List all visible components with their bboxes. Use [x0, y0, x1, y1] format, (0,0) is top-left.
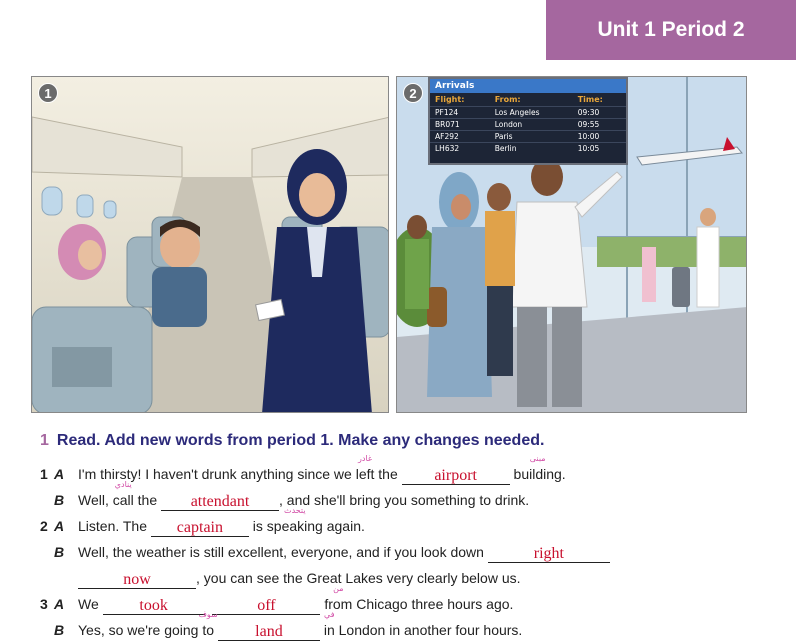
exercise-instruction: Read. Add new words from period 1. Make any changes needed. [56, 432, 545, 449]
arrivals-header-row [430, 93, 626, 107]
word: from [324, 596, 353, 612]
dialogue-line [40, 570, 521, 588]
from-cell: London [490, 119, 573, 131]
picture-number-badge: 2 [403, 83, 423, 103]
unit-title-banner [546, 0, 796, 60]
flight-cell: AF292 [430, 131, 490, 143]
line-text: the [374, 466, 402, 482]
line-text: again. [322, 518, 365, 534]
answer-blank[interactable]: off [212, 598, 320, 615]
arrivals-board [428, 77, 628, 165]
answer-blank[interactable]: land [218, 624, 320, 641]
from-cell: Berlin [490, 143, 573, 155]
line-text: Yes, so we're going [78, 622, 203, 638]
glossed-word [198, 610, 218, 638]
picture-number-badge: 1 [38, 83, 58, 103]
line-text: , you can see the Great Lakes very clearly below us. [196, 570, 521, 586]
flight-cell: PF124 [430, 107, 490, 119]
arrivals-board-title: Arrivals [430, 79, 626, 93]
speaker-label: A [54, 466, 65, 482]
glossed-word [323, 610, 335, 638]
speaker-label: B [54, 492, 65, 508]
line-text: is [248, 518, 267, 534]
arabic-gloss: في [324, 610, 335, 619]
line-text: We [78, 596, 103, 612]
word: in [323, 622, 335, 638]
from-cell: Paris [490, 131, 573, 143]
arrivals-header-from: From: [494, 95, 521, 104]
line-text: Well, the weather is still excellent, everyone, and if you look down [78, 544, 488, 560]
answer-blank[interactable]: airport [402, 468, 510, 485]
glossed-word [355, 454, 375, 482]
arrivals-row [430, 119, 626, 131]
line-text: I'm thirsty! I haven't drunk anything since we [78, 466, 356, 482]
line-text: . [561, 466, 566, 482]
answer-blank[interactable]: attendant [161, 494, 279, 511]
arrivals-row [430, 143, 626, 155]
exercise-heading [40, 432, 544, 450]
time-cell: 10:00 [573, 131, 626, 143]
time-cell: 10:05 [573, 143, 626, 155]
question-number: 3 [40, 596, 48, 612]
answer-blank[interactable]: captain [151, 520, 249, 537]
line-text: Chicago three hours ago. [352, 596, 514, 612]
word: speaking [266, 518, 323, 534]
arrivals-table [430, 93, 626, 154]
time-cell: 09:55 [573, 119, 626, 131]
word: building [513, 466, 562, 482]
arrivals-row [430, 107, 626, 119]
line-text: London in another four hours. [334, 622, 523, 638]
arrivals-header-time: Time: [577, 95, 603, 104]
arabic-gloss: غادر [358, 454, 373, 463]
arabic-gloss: سوف [198, 610, 218, 619]
flight-cell: BR071 [430, 119, 490, 131]
speaker-label: B [54, 622, 65, 638]
unit-title: Unit 1 Period 2 [597, 18, 745, 41]
speaker-label: B [54, 544, 65, 560]
arabic-gloss: من [333, 584, 344, 593]
picture-airport-arrivals [396, 76, 747, 413]
word: to [202, 622, 215, 638]
picture-airplane-cabin [31, 76, 389, 413]
answer-blank[interactable]: right [488, 546, 610, 563]
line-text: the [133, 492, 162, 508]
speaker-label: A [54, 596, 65, 612]
time-cell: 09:30 [573, 107, 626, 119]
dialogue-line [40, 506, 365, 536]
glossed-word [513, 454, 562, 482]
glossed-word [266, 506, 323, 534]
dialogue-line [40, 610, 523, 640]
line-text: Well, [78, 492, 113, 508]
speaker-label: A [54, 518, 65, 534]
arrivals-row [430, 131, 626, 143]
arabic-gloss: يتحدث [284, 506, 306, 515]
question-number: 1 [40, 466, 48, 482]
line-text: Listen. The [78, 518, 151, 534]
dialogue-line [40, 544, 610, 562]
line-text: , and she'll bring you something to drink. [279, 492, 530, 508]
arrivals-header-flight: Flight: [435, 95, 465, 104]
from-cell: Los Angeles [490, 107, 573, 119]
dialogue-line [40, 584, 514, 614]
answer-blank[interactable]: now [78, 572, 196, 589]
word: call [112, 492, 134, 508]
question-number: 2 [40, 518, 48, 534]
answer-blank[interactable]: took [103, 598, 205, 615]
flight-cell: LH632 [430, 143, 490, 155]
glossed-word [112, 480, 134, 508]
arabic-gloss: ينادي [114, 480, 132, 489]
exercise-number: 1 [40, 432, 49, 449]
word: left [355, 466, 375, 482]
arabic-gloss: مبنى [529, 454, 546, 463]
